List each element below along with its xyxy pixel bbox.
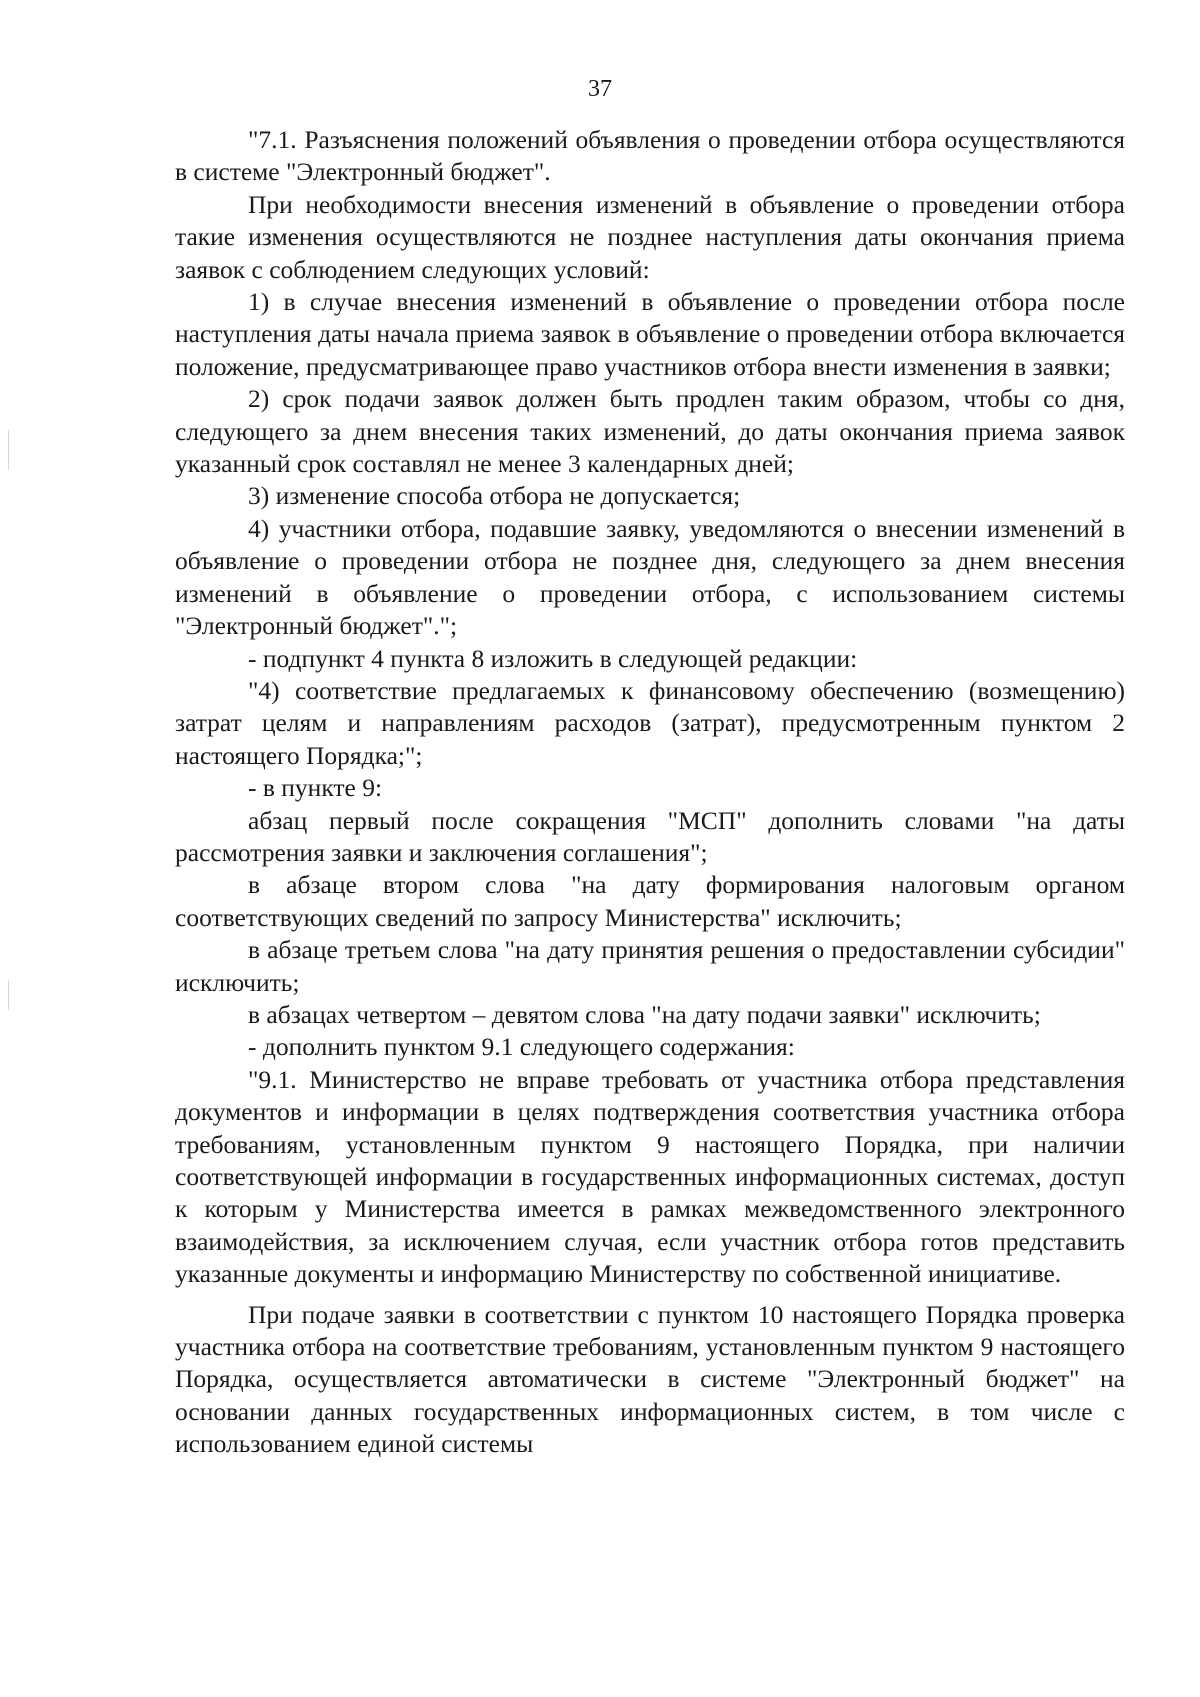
paragraph-item-9-heading: - в пункте 9: (248, 773, 383, 803)
page-number: 37 (588, 76, 612, 102)
scan-edge-mark (8, 980, 9, 1010)
scan-edge-mark (8, 430, 9, 470)
paragraph-item-10-check: При подаче заявки в соответствии с пунктом 10 настоящего Порядка проверка участника отбора на соответствие требованиям, установленным пунктом 9 настоящего Порядка, осуществляется автоматически в системе "Электронный бюджет" на основании данных государственных информационных систем, в том числе с использованием единой системы (175, 1299, 1125, 1459)
paragraph-condition-4: 4) участники отбора, подавшие заявку, уведомляются о внесении изменений в объявление о проведении отбора не позднее дня, следующего за днем внесения изменений в объявление о проведении отбора, с использованием системы "Электронный бюджет"."; (175, 513, 1125, 641)
paragraph-item-9-first: абзац первый после сокращения "МСП" дополнить словами "на даты рассмотрения заявки и заключения соглашения"; (175, 805, 1125, 867)
paragraph-7-1-clarifications: "7.1. Разъяснения положений объявления о проведении отбора осуществляются в системе "Электронный бюджет". (175, 125, 1125, 187)
paragraph-item-9-1-text: "9.1. Министерство не вправе требовать от участника отбора представления документов и информации в целях подтверждения соответствия участника отбора требованиям, установленным пунктом 9 настоящего Порядка, при наличии соответствующей информации в государственных информационных системах, доступ к которым у Министерства имеется в рамках межведомственного электронного взаимодействия, за исключением случая, если участник отбора готов представить указанные документы и информацию Министерству по собственной инициативе. (175, 1064, 1125, 1289)
paragraph-condition-1: 1) в случае внесения изменений в объявление о проведении отбора после наступления даты начала приема заявок в объявление о проведении отбора включается положение, предусматривающее право участников отбора внести изменения в заявки; (175, 287, 1125, 381)
paragraph-quoted-subitem-4: "4) соответствие предлагаемых к финансовому обеспечению (возмещению) затрат целям и направлениям расходов (затрат), предусмотренным пунктом 2 настоящего Порядка;"; (175, 675, 1125, 770)
paragraph-item-9-fourth-ninth: в абзацах четвертом – девятом слова "на дату подачи заявки" исключить; (248, 999, 1041, 1029)
paragraph-add-item-9-1: - дополнить пунктом 9.1 следующего содержания: (248, 1032, 795, 1062)
paragraph-changes-conditions: При необходимости внесения изменений в объявление о проведении отбора такие изменения осуществляются не позднее наступления даты окончания приема заявок с соблюдением следующих условий: (175, 189, 1125, 284)
paragraph-condition-2: 2) срок подачи заявок должен быть продлен таким образом, чтобы со дня, следующего за днем внесения таких изменений, до даты окончания приема заявок указанный срок составлял не менее 3 календарных дней; (175, 384, 1125, 479)
document-body (175, 124, 1125, 1461)
paragraph-condition-3: 3) изменение способа отбора не допускается; (248, 481, 741, 511)
paragraph-item-9-third: в абзаце третьем слова "на дату принятия решения о предоставлении субсидии" исключить; (175, 935, 1125, 997)
paragraph-subitem-4-item-8: - подпункт 4 пункта 8 изложить в следующей редакции: (248, 643, 858, 673)
paragraph-item-9-second: в абзаце втором слова "на дату формирования налоговым органом соответствующих сведений по запросу Министерства" исключить; (175, 870, 1125, 932)
